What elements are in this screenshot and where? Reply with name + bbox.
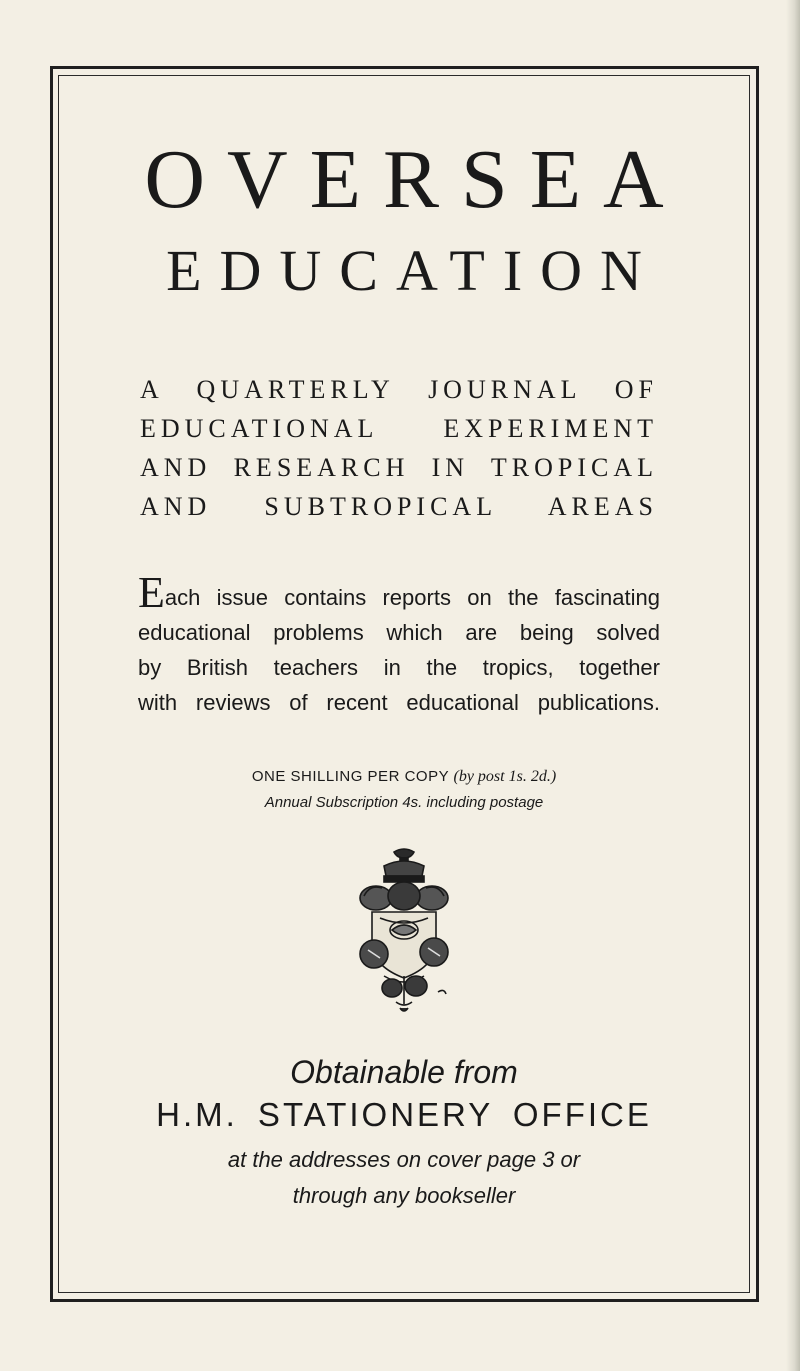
- description-line: A QUARTERLY JOURNAL OF: [140, 375, 658, 404]
- journal-description: [140, 370, 658, 526]
- postage-text: (by post 1s. 2d.): [453, 768, 557, 785]
- addresses-line: through any bookseller: [292, 1183, 516, 1208]
- obtainable-heading: Obtainable from: [290, 1054, 518, 1090]
- subscription-text: Annual Subscription 4s. including postage: [264, 794, 544, 811]
- body-paragraph: [138, 568, 660, 720]
- addresses-line: at the addresses on cover page 3 or: [227, 1147, 581, 1172]
- masthead-subtitle: EDUCATION: [166, 238, 660, 303]
- description-line: AND RESEARCH IN TROPICAL: [140, 453, 658, 482]
- body-line-text: ach issue contains reports on the fascinating: [164, 585, 660, 610]
- drop-cap: E: [138, 568, 165, 617]
- price-text: ONE SHILLING PER COPY: [251, 768, 449, 785]
- page-edge-shadow: [786, 0, 800, 1371]
- masthead-title: OVERSEA: [144, 133, 686, 226]
- addresses-note: [58, 1142, 750, 1214]
- price-line: [58, 766, 750, 788]
- body-line: with reviews of recent educational publications.: [138, 690, 660, 715]
- body-line: educational problems which are being solved: [138, 620, 660, 645]
- description-line: EDUCATIONAL EXPERIMENT: [140, 414, 658, 443]
- publisher-name: H.M. STATIONERY OFFICE: [156, 1096, 652, 1133]
- body-line: by British teachers in the tropics, together: [138, 655, 660, 680]
- royal-crest-icon: [354, 846, 454, 1022]
- description-line: AND SUBTROPICAL AREAS: [140, 492, 658, 521]
- body-line: [138, 568, 660, 617]
